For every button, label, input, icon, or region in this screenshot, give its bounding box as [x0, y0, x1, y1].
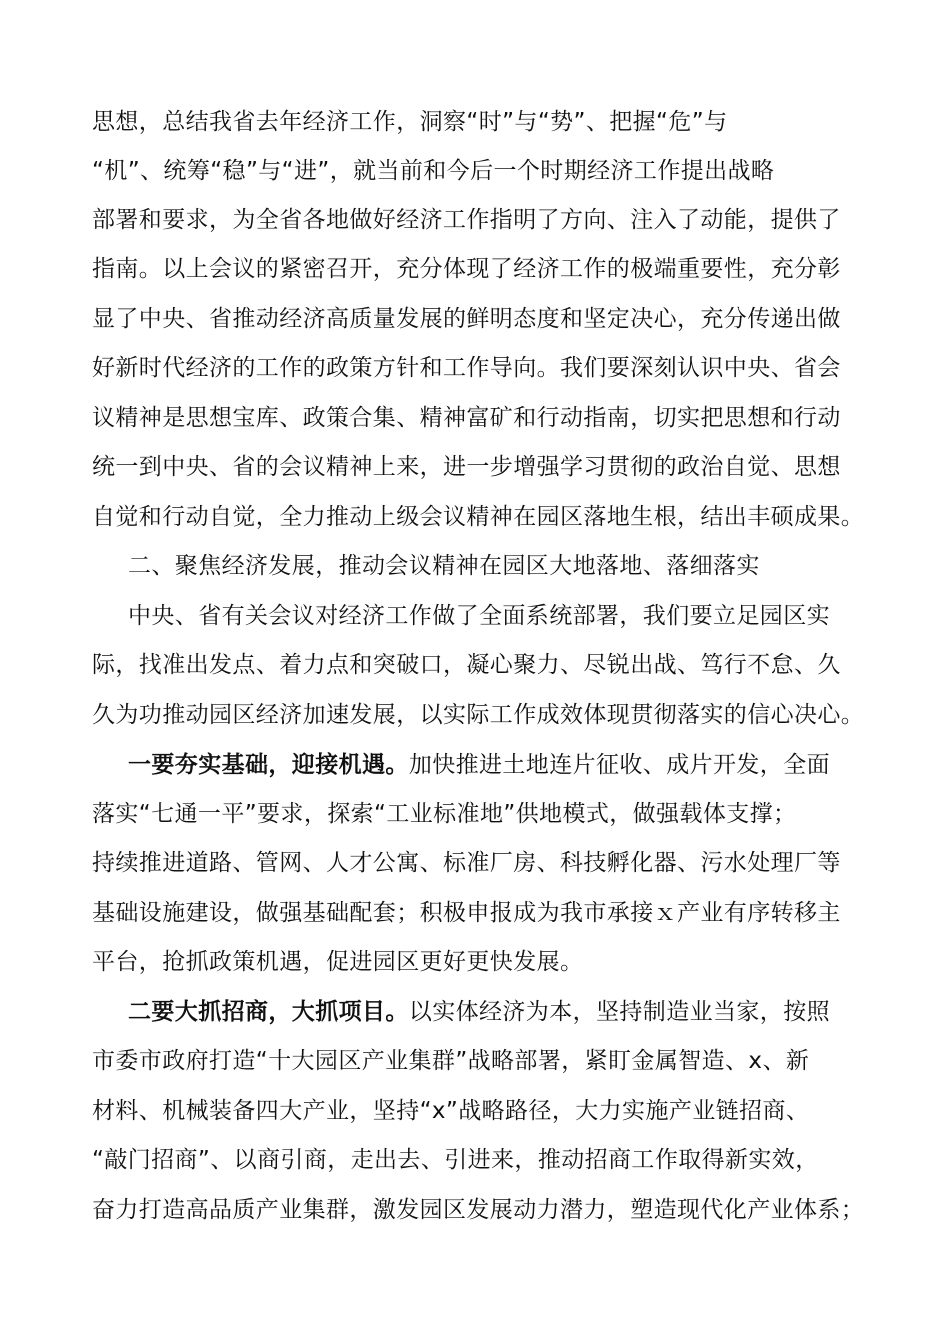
paragraph-line: 显了中央、省推动经济高质量发展的鲜明态度和坚定决心，充分传递出做: [92, 306, 841, 332]
bold-lead-text: 二要大抓招商，大抓项目。: [128, 999, 409, 1025]
paragraph-line: 落实“七通一平”要求，探索“工业标准地”供地模式，做强载体支撑；: [92, 801, 797, 827]
paragraph-line: 好新时代经济的工作的政策方针和工作导向。我们要深刻认识中央、省会: [92, 355, 841, 381]
paragraph-line: 市委市政府打造“十大园区产业集群”战略部署，紧盯金属智造、x、新: [92, 1048, 810, 1074]
paragraph-line: 一要夯实基础，迎接机遇。加快推进土地连片征收、成片开发，全面: [128, 752, 831, 778]
paragraph-line: 二要大抓招商，大抓项目。以实体经济为本，坚持制造业当家，按照: [128, 999, 831, 1025]
paragraph-line: 议精神是思想宝库、政策合集、精神富矿和行动指南，切实把思想和行动: [92, 405, 841, 431]
paragraph-line: 自觉和行动自觉，全力推动上级会议精神在园区落地生根，结出丰硕成果。: [92, 504, 865, 530]
paragraph-line: 统一到中央、省的会议精神上来，进一步增强学习贯彻的政治自觉、思想: [92, 454, 841, 480]
paragraph-line: “机”、统筹“稳”与“进”，就当前和今后一个时期经济工作提出战略: [92, 158, 775, 184]
bold-lead-text: 一要夯实基础，迎接机遇。: [128, 752, 409, 778]
paragraph-line: 部署和要求，为全省各地做好经济工作指明了方向、注入了动能，提供了: [92, 207, 841, 233]
paragraph-line: 中央、省有关会议对经济工作做了全面系统部署，我们要立足园区实: [128, 603, 830, 629]
paragraph-line: 思想，总结我省去年经济工作，洞察“时”与“势”、把握“危”与: [92, 109, 728, 135]
paragraph-line: 际，找准出发点、着力点和突破口，凝心聚力、尽锐出战、笃行不怠、久: [92, 652, 841, 678]
section-heading: 二、聚焦经济发展，推动会议精神在园区大地落地、落细落实: [128, 553, 760, 579]
paragraph-line: 材料、机械装备四大产业，坚持“x”战略路径，大力实施产业链招商、: [92, 1098, 810, 1124]
paragraph-line: 奋力打造高品质产业集群，激发园区发展动力潜力，塑造现代化产业体系；: [92, 1197, 865, 1223]
paragraph-line: 持续推进道路、管网、人才公寓、标准厂房、科技孵化器、污水处理厂等: [92, 850, 841, 876]
paragraph-line: “敲门招商”、以商引商，走出去、引进来，推动招商工作取得新实效，: [92, 1147, 819, 1173]
paragraph-line: 久为功推动园区经济加速发展，以实际工作成效体现贯彻落实的信心决心。: [92, 702, 865, 728]
paragraph-line: 指南。以上会议的紧密召开，充分体现了经济工作的极端重要性，充分彰: [92, 256, 841, 282]
paragraph-line: 基础设施建设，做强基础配套；积极申报成为我市承接ｘ产业有序转移主: [92, 900, 841, 926]
paragraph-line: 平台，抢抓政策机遇，促进园区更好更快发展。: [92, 949, 584, 975]
